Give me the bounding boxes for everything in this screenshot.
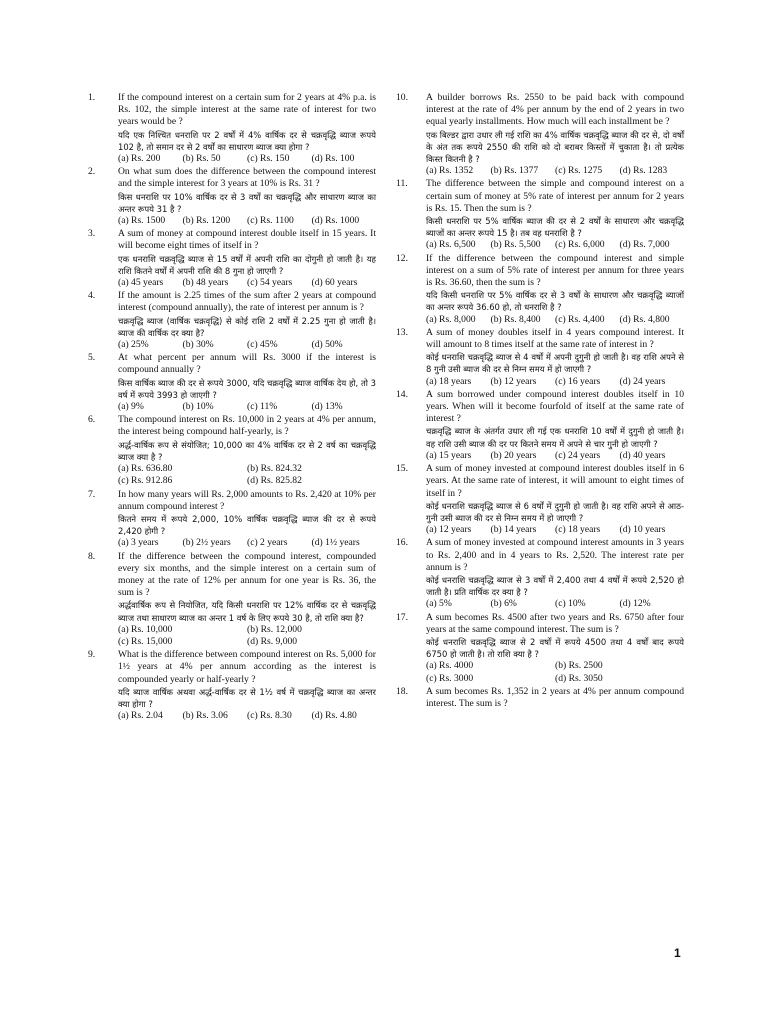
answer-options xyxy=(426,598,684,610)
answer-option: (d) 10 years xyxy=(619,524,666,536)
answer-option: (d) Rs. 100 xyxy=(311,153,355,165)
question-text-english: On what sum does the difference between the compound interest and the simple interest for 3 years at 10% is Rs. 31 ? xyxy=(118,166,376,190)
answer-options xyxy=(118,401,376,413)
answer-option: (c) 24 years xyxy=(555,449,601,461)
answer-option: (b) 6% xyxy=(490,598,517,610)
answer-option: (a) Rs. 1352 xyxy=(426,165,474,177)
answer-option: (c) 18 years xyxy=(555,524,601,536)
answer-options xyxy=(118,277,376,289)
answer-option: (c) 45% xyxy=(247,339,278,351)
question-text-hindi: यदि ब्याज वार्षिक अथवा अर्द्ध-वार्षिक दर से 1½ वर्ष में चक्रवृद्धि ब्याज का अन्तर क्या होगा ? xyxy=(118,686,376,709)
answer-option: (d) Rs. 4,800 xyxy=(619,313,670,325)
answer-option: (c) Rs. 1275 xyxy=(555,165,603,177)
question-number: 17. xyxy=(396,611,408,623)
answer-option: (b) Rs. 1377 xyxy=(490,165,539,177)
question-number: 4. xyxy=(88,290,96,302)
answer-options xyxy=(426,314,684,326)
question-text-hindi: कोई धनराशि चक्रवृद्धि ब्याज से 6 वर्षों में दुगुनी हो जाती है। वह राशि अपने से आठ-गुनी उसी ब्याज की दर से निम्न समय में हो जाएगी ? xyxy=(426,500,684,523)
question-text-hindi: चक्रवृद्धि ब्याज के अंतर्गत उधार ली गई एक धनराशि 10 वर्षों में दुगुनी हो जाती है। वह राशि उसी ब्याज की दर पर कितने समय में अपने से चार गुनी हो जाएगी ? xyxy=(426,426,684,449)
question-text-english: If the difference between the compound interest and simple interest on a sum of 5% rate of interest per annum for three years is Rs. 36.60, then the sum is ? xyxy=(426,252,684,289)
question-text-english: A sum of money at compound interest double itself in 15 years. It will become eight times of itself in ? xyxy=(118,228,376,252)
question-item xyxy=(396,537,684,610)
answer-options xyxy=(118,624,376,648)
answer-option: (b) 2½ years xyxy=(182,537,231,549)
answer-options xyxy=(426,524,684,536)
answer-option: (a) Rs. 8,000 xyxy=(426,313,476,325)
answer-option: (a) Rs. 1500 xyxy=(118,215,166,227)
answer-option: (a) 3 years xyxy=(118,537,159,549)
question-item xyxy=(396,463,684,536)
answer-option: (c) Rs. 6,000 xyxy=(555,239,605,251)
question-text-english: The compound interest on Rs. 10,000 in 2 years at 4% per annum, the interest being compound half-yearly, is ? xyxy=(118,414,376,438)
answer-option: (a) 9% xyxy=(118,401,144,413)
answer-options xyxy=(118,463,376,487)
question-text-hindi: चक्रवृद्धि ब्याज (वार्षिक चक्रवृद्धि) से कोई राशि 2 वर्षों में 2.25 गुना हो जाती है। ब्याज की वार्षिक दर क्या है? xyxy=(118,315,376,338)
question-text-hindi: यदि एक निश्चित धनराशि पर 2 वर्षों में 4% वार्षिक दर से चक्रवृद्धि ब्याज रूपये 102 है, तो समान दर से 2 वर्षों का साधारण ब्याज क्या होगा ? xyxy=(118,129,376,152)
answer-option: (d) Rs. 4.80 xyxy=(311,710,357,722)
left-column xyxy=(88,92,376,723)
question-item xyxy=(396,92,684,177)
question-number: 14. xyxy=(396,388,408,400)
question-text-hindi: एक धनराशि चक्रवृद्धि ब्याज से 15 वर्षों में अपनी राशि का दोगुनी हो जाती है। यह राशि कितने वर्षों में अपनी राशि की 8 गुना हो जाएगी ? xyxy=(118,253,376,276)
answer-option: (a) Rs. 10,000 xyxy=(118,623,173,635)
question-item xyxy=(396,612,684,685)
question-text-hindi: कोई धनराशि चक्रवृद्धि ब्याज से 3 वर्षों में 2,400 तथा 4 वर्षों में रूपये 2,520 हो जाती है। प्रति वार्षिक दर क्या है ? xyxy=(426,574,684,598)
answer-option: (b) 14 years xyxy=(490,524,537,536)
question-text-hindi: कोई धनराशि चक्रवृद्धि ब्याज से 4 वर्षों में अपनी दुगुनी हो जाती है। वह राशि अपने से 8 गुनी उसी ब्याज की दर से निम्न समय में हो जाएगी ? xyxy=(426,352,684,375)
question-item xyxy=(88,352,376,413)
answer-option: (d) Rs. 1283 xyxy=(619,165,668,177)
question-text-english: A builder borrows Rs. 2550 to be paid back with compound interest at the rate of 4% per annum by the end of 2 years in two equal yearly installments. How much will each installment be ? xyxy=(426,92,684,128)
question-number: 13. xyxy=(396,326,408,338)
answer-option: (c) Rs. 912.86 xyxy=(118,475,173,487)
question-item xyxy=(88,414,376,487)
answer-option: (c) Rs. 150 xyxy=(247,153,290,165)
answer-option: (b) Rs. 5,500 xyxy=(490,239,541,251)
answer-option: (d) Rs. 7,000 xyxy=(619,239,670,251)
question-number: 10. xyxy=(396,92,408,103)
question-number: 16. xyxy=(396,537,408,549)
question-text-english: A sum borrowed under compound interest doubles itself in 10 years. When will it become fourfold of itself at the same rate of interest ? xyxy=(426,388,684,425)
question-item xyxy=(396,389,684,462)
question-number: 18. xyxy=(396,685,408,697)
question-text-english: The difference between the simple and compound interest on a certain sum of money at 5% rate of interest per annum for 2 years is Rs. 15. Then the sum is ? xyxy=(426,178,684,214)
question-item xyxy=(396,327,684,388)
answer-options xyxy=(118,215,376,227)
answer-option: (b) 12 years xyxy=(490,375,537,387)
answer-option: (c) Rs. 15,000 xyxy=(118,635,173,647)
question-text-english: A sum of money doubles itself in 4 years compound interest. It will amount to 8 times itself at the same rate of interest in ? xyxy=(426,326,684,351)
question-text-english: A sum becomes Rs. 4500 after two years and Rs. 6750 after four years at the same compound interest. The sum is ? xyxy=(426,611,684,635)
answer-option: (d) Rs. 825.82 xyxy=(247,475,302,487)
answer-option: (b) Rs. 2500 xyxy=(555,660,603,672)
answer-option: (c) 54 years xyxy=(247,277,293,289)
answer-options xyxy=(426,165,684,177)
answer-option: (a) 5% xyxy=(426,598,452,610)
answer-option: (b) Rs. 3.06 xyxy=(182,710,228,722)
question-text-english: A sum of money invested at compound interest amounts in 3 years to Rs. 2,400 and in 4 years to Rs. 2,520. The interest rate per annum is ? xyxy=(426,537,684,573)
question-text-hindi: किसी धनराशि पर 5% वार्षिक ब्याज की दर से 2 वर्षों के साधारण और चक्रवृद्धि ब्याजों का अन्तर रूपये 15 है। तब वह धनराशि है ? xyxy=(426,216,684,239)
question-text-english: What is the difference between compound interest on Rs. 5,000 for 1½ years at 4% per annum according as the interest is compounded yearly or half-yearly ? xyxy=(118,649,376,685)
question-text-hindi: एक बिल्डर द्वारा उधार ली गई राशि का 4% वार्षिक चक्रवृद्धि ब्याज की दर से, दो वर्षों के अंत तक रूपये 2550 की राशि को दो बराबर किस्तों में चुकाता है। तो प्रत्येक किस्त कितनी है ? xyxy=(426,129,684,165)
question-number: 1. xyxy=(88,92,96,103)
question-number: 3. xyxy=(88,228,96,240)
answer-option: (d) Rs. 9,000 xyxy=(247,635,298,647)
answer-options xyxy=(118,153,376,165)
question-text-hindi: अर्द्धवार्षिक रूप से नियोजित, यदि किसी धनराशि पर 12% वार्षिक दर से चक्रवृद्धि ब्याज तथा साधारण ब्याज का अन्तर 1 वर्ष के लिए रूपये 30 है, तो राशि क्या है? xyxy=(118,600,376,623)
question-item xyxy=(396,178,684,251)
answer-option: (b) Rs. 8,400 xyxy=(490,313,541,325)
question-text-hindi: कोई धनराशि चक्रवृद्धि ब्याज से 2 वर्षों में रूपये 4500 तथा 4 वर्षों बाद रूपये 6750 हो जाती है। तो राशि क्या है ? xyxy=(426,636,684,660)
answer-options xyxy=(118,339,376,351)
answer-options xyxy=(118,537,376,549)
question-text-hindi: यदि किसी धनराशि पर 5% वार्षिक दर से 3 वर्षों के साधारण और चक्रवृद्धि ब्याजों का अन्तर रूपये 36.60 हो, तो धनराशि है ? xyxy=(426,290,684,313)
answer-options xyxy=(118,710,376,722)
question-item xyxy=(88,649,376,722)
answer-option: (d) 40 years xyxy=(619,449,666,461)
answer-option: (d) 13% xyxy=(311,401,343,413)
answer-option: (b) Rs. 824.32 xyxy=(247,463,302,475)
answer-option: (b) 20 years xyxy=(490,449,537,461)
question-text-english: If the difference between the compound interest, compounded every six months, and the simple interest on a certain sum of money at the rate of 12% per annum for one year is Rs. 36, the sum is ? xyxy=(118,550,376,599)
answer-options xyxy=(426,239,684,251)
answer-option: (d) Rs. 1000 xyxy=(311,215,360,227)
answer-option: (a) Rs. 200 xyxy=(118,153,161,165)
answer-options xyxy=(426,376,684,388)
answer-option: (c) 16 years xyxy=(555,375,601,387)
question-number: 2. xyxy=(88,166,96,178)
answer-option: (a) 25% xyxy=(118,339,149,351)
right-column xyxy=(396,92,684,711)
answer-option: (b) Rs. 12,000 xyxy=(247,623,302,635)
answer-option: (d) 1½ years xyxy=(311,537,360,549)
question-number: 11. xyxy=(396,178,408,190)
question-text-hindi: अर्द्ध-वार्षिक रूप से संयोजित; 10,000 का 4% वार्षिक दर से 2 वर्ष का चक्रवृद्धि ब्याज क्या है ? xyxy=(118,439,376,462)
question-item xyxy=(88,551,376,649)
answer-option: (a) Rs. 6,500 xyxy=(426,239,476,251)
answer-option: (d) Rs. 3050 xyxy=(555,672,603,684)
answer-option: (c) Rs. 8.30 xyxy=(247,710,292,722)
question-text-english: A sum of money invested at compound interest doubles itself in 6 years. At the same rate of interest, it will amount to eight times of itself in ? xyxy=(426,463,684,499)
question-item xyxy=(396,686,684,710)
page-number: 1 xyxy=(674,946,681,960)
question-item xyxy=(88,290,376,351)
question-number: 12. xyxy=(396,252,408,264)
answer-option: (a) 12 years xyxy=(426,524,472,536)
question-number: 5. xyxy=(88,352,96,364)
answer-option: (c) 2 years xyxy=(247,537,288,549)
answer-options xyxy=(426,450,684,462)
question-text-english: A sum becomes Rs. 1,352 in 2 years at 4% per annum compound interest. The sum is ? xyxy=(426,685,684,709)
question-number: 15. xyxy=(396,463,408,475)
question-item xyxy=(88,92,376,165)
question-number: 9. xyxy=(88,649,96,661)
question-text-english: If the compound interest on a certain sum for 2 years at 4% p.a. is Rs. 102, the simple interest at the same rate of interest for two years would be ? xyxy=(118,92,376,128)
question-text-english: In how many years will Rs. 2,000 amounts to Rs. 2,420 at 10% per annum compound interest ? xyxy=(118,488,376,512)
answer-option: (c) 10% xyxy=(555,598,586,610)
answer-option: (a) 45 years xyxy=(118,277,164,289)
answer-option: (d) 24 years xyxy=(619,375,666,387)
question-text-hindi: किस धनराशि पर 10% वार्षिक दर से 3 वर्षों का चक्रवृद्धि और साधारण ब्याज का अन्तर रूपये 31 है ? xyxy=(118,191,376,214)
question-item xyxy=(396,253,684,326)
answer-option: (b) Rs. 50 xyxy=(182,153,221,165)
answer-option: (a) Rs. 636.80 xyxy=(118,463,173,475)
question-item xyxy=(88,228,376,289)
answer-option: (a) 15 years xyxy=(426,449,472,461)
answer-option: (c) Rs. 1100 xyxy=(247,215,294,227)
answer-option: (d) 50% xyxy=(311,339,343,351)
answer-option: (c) Rs. 4,400 xyxy=(555,313,605,325)
answer-option: (a) Rs. 4000 xyxy=(426,660,474,672)
answer-option: (c) Rs. 3000 xyxy=(426,672,474,684)
question-text-hindi: किस वार्षिक ब्याज की दर से रूपये 3000, यदि चक्रवृद्धि ब्याज वार्षिक देय हो, तो 3 वर्ष में रूपये 3993 हो जाएगी ? xyxy=(118,377,376,400)
answer-option: (d) 60 years xyxy=(311,277,358,289)
answer-option: (a) 18 years xyxy=(426,375,472,387)
question-item xyxy=(88,489,376,550)
answer-option: (c) 11% xyxy=(247,401,278,413)
question-number: 8. xyxy=(88,550,96,562)
question-text-english: If the amount is 2.25 times of the sum after 2 years at compound interest (compound annually), the rate of interest per annum is ? xyxy=(118,290,376,314)
question-number: 7. xyxy=(88,488,96,500)
answer-option: (a) Rs. 2.04 xyxy=(118,710,163,722)
question-number: 6. xyxy=(88,414,96,426)
answer-option: (d) 12% xyxy=(619,598,651,610)
answer-option: (b) 48 years xyxy=(182,277,229,289)
answer-option: (b) 30% xyxy=(182,339,214,351)
answer-option: (b) Rs. 1200 xyxy=(182,215,231,227)
question-item xyxy=(88,166,376,227)
answer-option: (b) 10% xyxy=(182,401,214,413)
question-text-hindi: कितने समय में रूपये 2,000, 10% वार्षिक चक्रवृद्धि ब्याज की दर से रूपये 2,420 होगी ? xyxy=(118,513,376,537)
question-text-english: At what percent per annum will Rs. 3000 if the interest is compound annually ? xyxy=(118,352,376,376)
answer-options xyxy=(426,660,684,684)
